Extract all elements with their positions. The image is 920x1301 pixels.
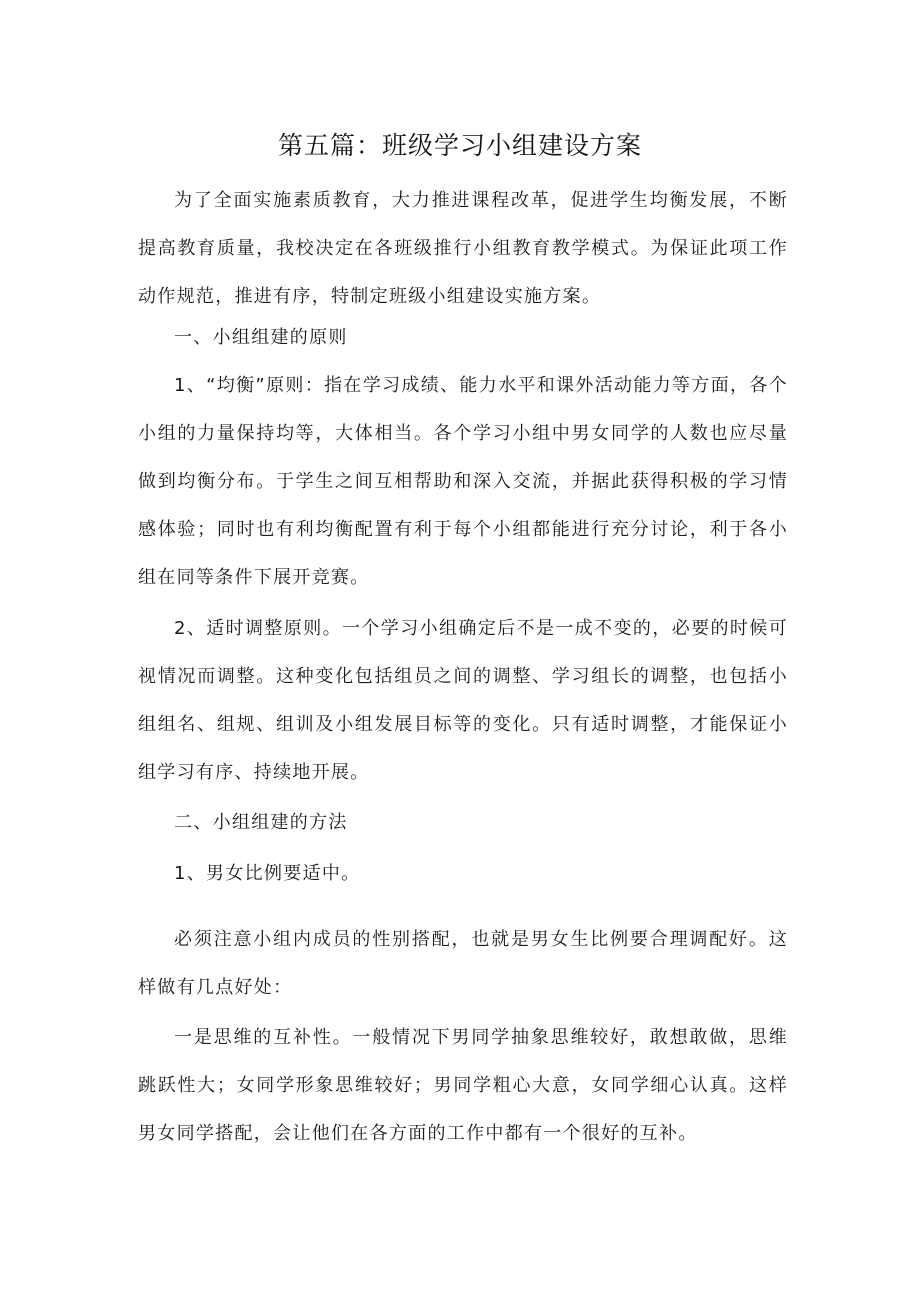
method-gender-ratio-heading: 1、男女比例要适中。: [174, 863, 361, 884]
principle-balance-paragraph: 1、“均衡”原则：指在学习成绩、能力水平和课外活动能力等方面，各个小组的力量保持均等，大体相当。各个学习小组中男女同学的人数也应尽量做到均衡分布。于学生之间互相帮助和深入交流，并据此获得积极的学习情感体验；同时也有利均衡配置有利于每个小组都能进行充分讨论，利于各小组在同等条件下展开竞赛。: [138, 375, 788, 588]
section-heading-methods: 二、小组组建的方法: [174, 812, 348, 833]
document-title: 第五篇：班级学习小组建设方案: [277, 131, 642, 160]
principle-adjust-paragraph: 2、适时调整原则。一个学习小组确定后不是一成不变的，必要的时候可视情况而调整。这种变化包括组员之间的调整、学习组长的调整，也包括小组组名、组规、组训及小组发展目标等的变化。只有适时调整，才能保证小组学习有序、持续地开展。: [138, 618, 788, 783]
method-gender-ratio-paragraph: 必须注意小组内成员的性别搭配，也就是男女生比例要合理调配好。这样做有几点好处：: [138, 929, 788, 998]
intro-paragraph: 为了全面实施素质教育，大力推进课程改革，促进学生均衡发展，不断提高教育质量，我校决定在各班级推行小组教育教学模式。为保证此项工作动作规范，推进有序，特制定班级小组建设实施方案。: [138, 190, 788, 307]
benefit-complementary-paragraph: 一是思维的互补性。一般情况下男同学抽象思维较好，敢想敢做，思维跳跃性大；女同学形象思维较好；男同学粗心大意，女同学细心认真。这样男女同学搭配，会让他们在各方面的工作中都有一个很好的互补。: [138, 1027, 788, 1144]
section-heading-principles: 一、小组组建的原则: [174, 327, 348, 348]
